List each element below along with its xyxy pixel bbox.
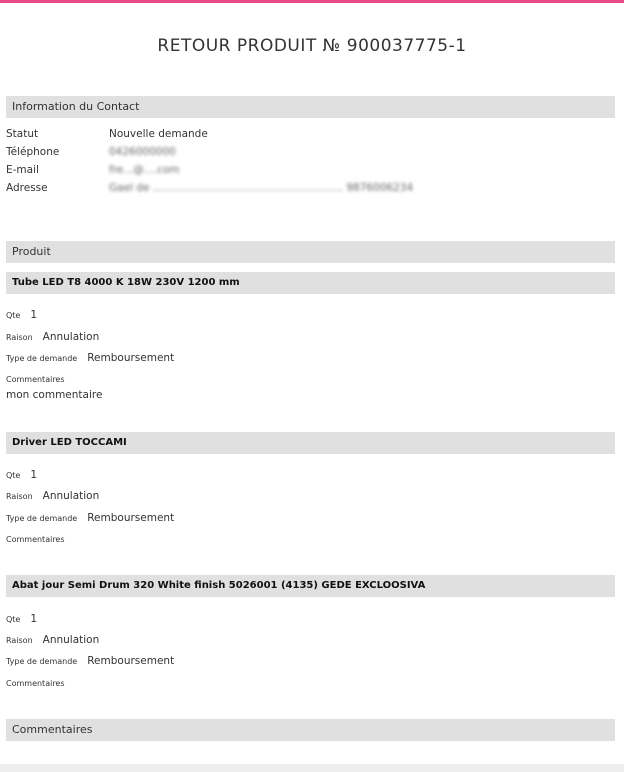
phone-value: 0426000000 — [109, 146, 176, 158]
product-3-reason — [6, 628, 99, 647]
top-accent-bar — [0, 0, 624, 3]
qty-label: Qte — [6, 615, 21, 624]
reason-label: Raison — [6, 636, 33, 645]
product-3-qty — [6, 607, 37, 626]
contact-row-status — [6, 128, 208, 140]
comments-label: Commentaires — [6, 679, 65, 688]
address-label: Adresse — [6, 182, 48, 194]
product-1-comments — [6, 367, 75, 386]
status-value: Nouvelle demande — [109, 128, 208, 140]
comments-label: Commentaires — [6, 535, 65, 544]
reason-value: Annulation — [42, 331, 100, 343]
request-type-value: Remboursement — [87, 655, 175, 667]
request-type-value: Remboursement — [87, 512, 175, 524]
reason-value: Annulation — [42, 634, 100, 646]
product-name-1: Tube LED T8 4000 K 18W 230V 1200 mm — [6, 272, 615, 294]
qty-value: 1 — [30, 469, 38, 481]
contact-row-phone — [6, 146, 176, 158]
qty-label: Qte — [6, 311, 21, 320]
page-title: RETOUR PRODUIT № 900037775-1 — [157, 36, 467, 56]
product-name-2: Driver LED TOCCAMI — [6, 432, 615, 454]
product-1-comment-text: mon commentaire — [6, 389, 103, 401]
footer-shade — [0, 764, 624, 772]
product-1-qty — [6, 303, 37, 322]
product-1-reason — [6, 325, 99, 344]
address-value: Gael de ......................................................... 9876006234 — [109, 182, 414, 194]
contact-row-address — [6, 182, 413, 194]
email-label: E-mail — [6, 164, 39, 176]
product-section-header: Produit — [6, 241, 615, 263]
qty-label: Qte — [6, 471, 21, 480]
comments-section-header: Commentaires — [6, 719, 615, 741]
request-type-label: Type de demande — [6, 514, 78, 523]
reason-label: Raison — [6, 492, 33, 501]
product-3-request-type — [6, 649, 174, 668]
comments-label: Commentaires — [6, 375, 65, 384]
status-label: Statut — [6, 128, 39, 140]
product-3-comments — [6, 671, 75, 690]
reason-label: Raison — [6, 333, 33, 342]
qty-value: 1 — [30, 613, 38, 625]
product-2-comments — [6, 527, 75, 546]
email-value: fre...@....com — [109, 164, 180, 176]
product-name-3: Abat jour Semi Drum 320 White finish 5026001 (4135) GEDE EXCLOOSIVA — [6, 575, 615, 597]
phone-label: Téléphone — [6, 146, 60, 158]
product-2-reason — [6, 484, 99, 503]
request-type-label: Type de demande — [6, 354, 78, 363]
contact-section-header: Information du Contact — [6, 96, 615, 118]
qty-value: 1 — [30, 309, 38, 321]
request-type-label: Type de demande — [6, 657, 78, 666]
product-2-qty — [6, 463, 37, 482]
contact-row-email — [6, 164, 180, 176]
product-2-request-type — [6, 506, 174, 525]
request-type-value: Remboursement — [87, 352, 175, 364]
product-1-request-type — [6, 346, 174, 365]
reason-value: Annulation — [42, 490, 100, 502]
